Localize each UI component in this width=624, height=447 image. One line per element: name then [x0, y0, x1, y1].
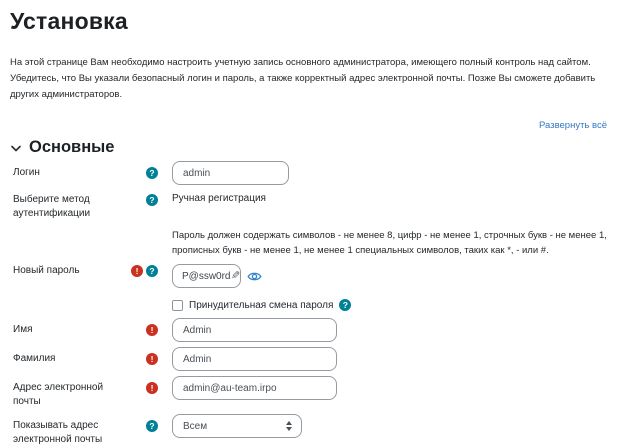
help-icon[interactable]: ? [146, 194, 158, 206]
username-input[interactable] [172, 161, 289, 185]
section-toggle-general[interactable] [10, 137, 614, 158]
new-password-value: P@ssw0rd [182, 270, 231, 282]
form-row-email [10, 376, 614, 409]
email-display-label: Показывать адрес электронной почты [13, 420, 103, 445]
required-icon: ! [146, 324, 158, 336]
email-display-selected-value: Всем [183, 420, 208, 432]
pencil-icon: ✎ [230, 269, 240, 282]
page-title: Установка [10, 8, 128, 34]
form-row-email-display [10, 414, 614, 447]
section-title: Основные [29, 138, 115, 156]
form-row-firstname [10, 318, 614, 342]
select-updown-icon [286, 421, 292, 431]
required-icon: ! [131, 265, 143, 277]
form-row-force-change [172, 299, 614, 311]
lastname-input[interactable] [172, 347, 337, 371]
new-password-input[interactable] [172, 264, 241, 288]
email-label: Адрес электронной почты [13, 382, 104, 407]
help-icon[interactable]: ? [339, 299, 351, 311]
email-input[interactable] [172, 376, 337, 400]
help-icon[interactable]: ? [146, 265, 158, 277]
expand-all-row [10, 120, 614, 131]
force-change-label[interactable]: Принудительная смена пароля [189, 299, 334, 311]
intro-text: На этой странице Вам необходимо настроить учетную запись основного администратора, имеющего полный контроль над сайтом. Убедитесь, что Вы указали безопасный логин и пароль, а также корректный адрес электронной почты. Позже Вы сможете добавить других администраторов. [10, 57, 596, 100]
expand-all-link[interactable]: Развернуть всё [539, 120, 607, 131]
lastname-label: Фамилия [13, 353, 56, 364]
form-row-lastname [10, 347, 614, 371]
required-icon: ! [146, 353, 158, 365]
force-change-checkbox[interactable] [172, 300, 183, 311]
form-row-new-password [10, 228, 614, 288]
firstname-label: Имя [13, 324, 33, 335]
chevron-down-icon [10, 143, 22, 155]
form-row-auth-method [10, 188, 614, 221]
new-password-label: Новый пароль [13, 265, 80, 276]
firstname-input[interactable] [172, 318, 337, 342]
form-row-username [10, 161, 614, 185]
password-policy-text: Пароль должен содержать символов - не менее 8, цифр - не менее 1, строчных букв - не менее 1, прописных букв - не менее 1, не менее 1 специальных символов, таких как *, - или #. [172, 230, 607, 256]
required-icon: ! [146, 382, 158, 394]
auth-method-label: Выберите метод аутентификации [13, 194, 91, 219]
admin-account-form [10, 161, 614, 447]
help-icon[interactable]: ? [146, 420, 158, 432]
auth-method-value: Ручная регистрация [172, 193, 266, 204]
email-display-select[interactable] [172, 414, 302, 438]
unmask-password-eye-icon[interactable] [247, 270, 262, 283]
help-icon[interactable]: ? [146, 167, 158, 179]
username-label: Логин [13, 167, 40, 178]
